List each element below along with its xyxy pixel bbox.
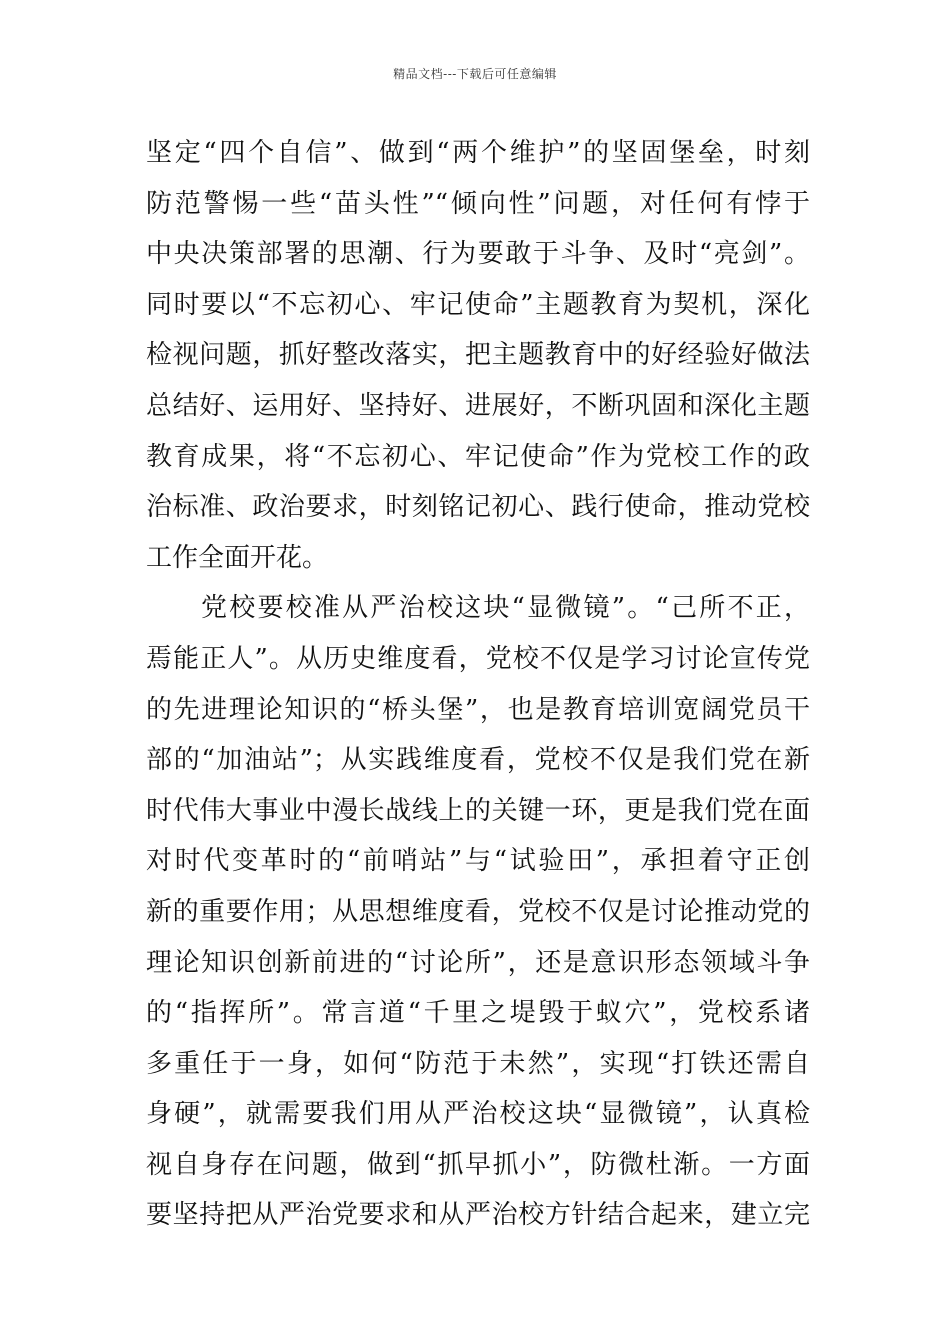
text-line: 检视问题，抓好整改落实，把主题教育中的好经验好做法 [146,340,810,371]
text-line: 要坚持把从严治党要求和从严治校方针结合起来，建立完 [146,1200,810,1231]
text-line: 防范警惕一些“苗头性”“倾向性”问题，对任何有悖于 [146,188,810,219]
text-line: 同时要以“不忘初心、牢记使命”主题教育为契机，深化 [146,289,810,320]
text-line: 焉能正人”。从历史维度看，党校不仅是学习讨论宣传党 [146,643,810,674]
page-header: 精品文档---下载后可任意编辑 [393,67,557,81]
text-line: 总结好、运用好、坚持好、进展好，不断巩固和深化主题 [146,390,810,421]
text-line: 的“指挥所”。常言道“千里之堤毁于蚁穴”，党校系诸 [146,998,810,1029]
text-line: 中央决策部署的思潮、行为要敢于斗争、及时“亮剑”。 [146,239,810,270]
paragraph-end-line: 工作全面开花。 [146,542,329,573]
paragraph-start-line: 党校要校准从严治校这块“显微镜”。“己所不正， [201,593,810,624]
document-body [146,128,810,1241]
text-line: 新的重要作用；从思想维度看，党校不仅是讨论推动党的 [146,896,810,927]
text-line: 多重任于一身，如何“防范于未然”，实现“打铁还需自 [146,1048,810,1079]
text-line: 对时代变革时的“前哨站”与“试验田”，承担着守正创 [146,846,810,877]
text-line: 治标准、政治要求，时刻铭记初心、践行使命，推动党校 [146,492,810,523]
text-line: 部的“加油站”；从实践维度看，党校不仅是我们党在新 [146,745,810,776]
text-line: 的先进理论知识的“桥头堡”，也是教育培训宽阔党员干 [146,694,810,725]
text-line: 时代伟大事业中漫长战线上的关键一环，更是我们党在面 [146,795,810,826]
text-line: 坚定“四个自信”、做到“两个维护”的坚固堡垒，时刻 [146,138,810,168]
text-line: 视自身存在问题，做到“抓早抓小”，防微杜渐。一方面 [146,1149,810,1180]
text-line: 教育成果，将“不忘初心、牢记使命”作为党校工作的政 [146,441,810,472]
text-line: 身硬”，就需要我们用从严治校这块“显微镜”，认真检 [146,1099,810,1130]
text-line: 理论知识创新前进的“讨论所”，还是意识形态领域斗争 [146,947,810,978]
